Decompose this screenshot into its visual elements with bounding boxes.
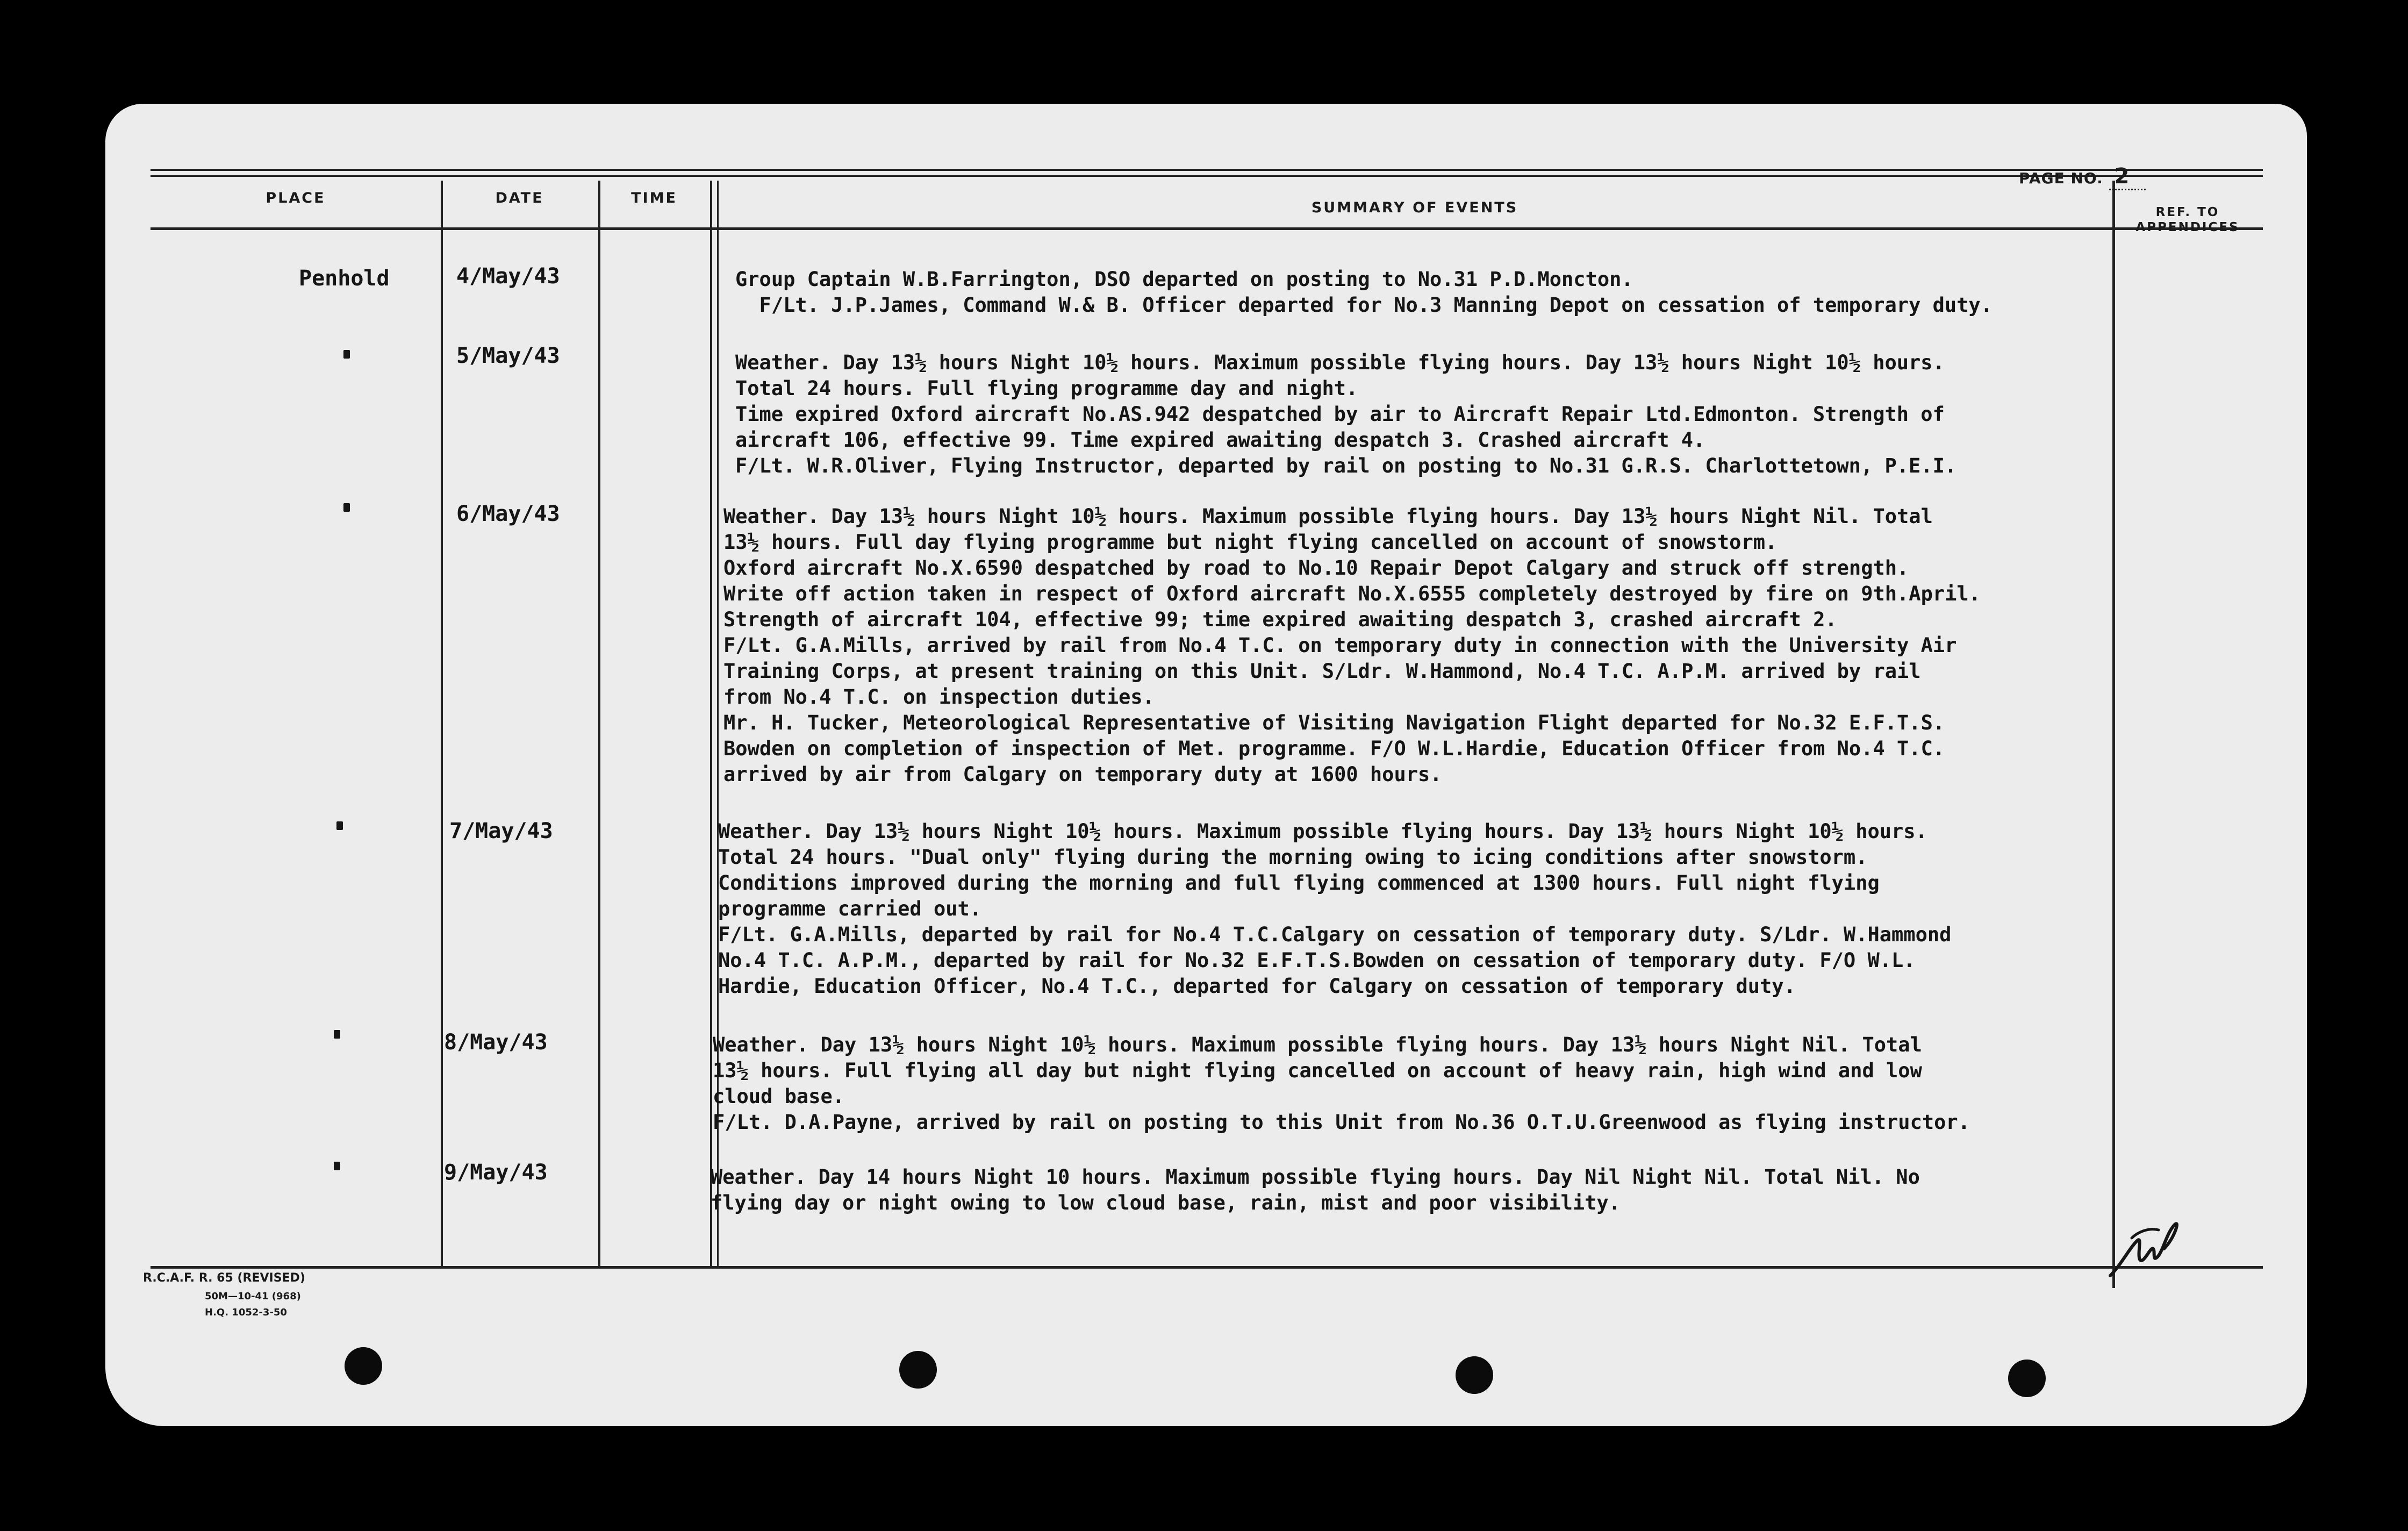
divider-time-summary	[710, 181, 712, 1267]
binder-hole	[899, 1351, 937, 1389]
entry-text: Weather. Day 13½ hours Night 10½ hours. Maximum possible flying hours. Day 13½ hours Night 10½ hours. Total 24 hours. Full flying programme day and night. Time expired Oxford aircraft No.AS.942 despatched by air to Aircraft Repair Ltd.Edmonton. Strength of aircraft 106, effective 99. Time expired awaiting despatch 3. Crashed aircraft 4. F/Lt. W.R.Oliver, Flying Instructor, departed by rail on posting to No.31 G.R.S. Charlottetown, P.E.I.	[735, 351, 1957, 477]
date-cell: 8/May/43	[444, 1030, 548, 1055]
divider-place-date	[441, 181, 443, 1267]
top-double-rule	[150, 169, 2263, 171]
header-place: PLACE	[266, 190, 326, 206]
form-hq-code: H.Q. 1052-3-50	[205, 1307, 287, 1318]
page-label-text: PAGE NO.	[2019, 169, 2103, 187]
footer-rule	[150, 1266, 2263, 1269]
header-ref: REF. TO APPENDICES	[2135, 205, 2240, 234]
date-cell: 6/May/43	[456, 502, 560, 526]
form-print-code: 50M—10-41 (968)	[205, 1291, 301, 1302]
ditto-mark	[343, 350, 350, 359]
binder-hole	[345, 1347, 382, 1385]
entry-text: Weather. Day 13½ hours Night 10½ hours. Maximum possible flying hours. Day 13½ hours Night 10½ hours. Total 24 hours. "Dual only" flying during the morning owing to icing conditions after snowstorm. Conditions improved during the morning and full flying commenced at 1300 hours. Full night flying programme carried out. F/Lt. G.A.Mills, departed by rail for No.4 T.C.Calgary on cessation of temporary duty. S/Ldr. W.Hammond No.4 T.C. A.P.M., departed by rail for No.32 E.F.T.S.Bowden on cessation of temporary duty. F/O W.L. Hardie, Education Officer, No.4 T.C., departed for Calgary on cessation of temporary duty.	[718, 820, 1952, 998]
date-cell: 7/May/43	[449, 819, 553, 843]
ditto-mark	[334, 1162, 340, 1170]
form-number: R.C.A.F. R. 65 (REVISED)	[143, 1271, 305, 1285]
entry-text: Group Captain W.B.Farrington, DSO departed on posting to No.31 P.D.Moncton. F/Lt. J.P.James, Command W.& B. Officer departed for No.3 Manning Depot on cessation of temporary duty.	[735, 268, 1993, 317]
date-cell: 4/May/43	[456, 264, 560, 289]
page-number-value: 2	[2109, 164, 2146, 190]
binder-hole	[2008, 1360, 2046, 1397]
header-summary: SUMMARY OF EVENTS	[1311, 199, 1518, 216]
header-bottom-rule	[150, 227, 2263, 230]
header-date: DATE	[495, 190, 544, 206]
entry-text: Weather. Day 13½ hours Night 10½ hours. Maximum possible flying hours. Day 13½ hours Night Nil. Total 13½ hours. Full flying all day but night flying cancelled on account of heavy rain, high wind and low cloud base. F/Lt. D.A.Payne, arrived by rail on posting to this Unit from No.36 O.T.U.Greenwood as flying instructor.	[713, 1033, 1970, 1134]
divider-summary-ref	[2112, 181, 2115, 1288]
ditto-mark	[336, 821, 343, 830]
divider-date-time	[598, 181, 600, 1267]
date-cell: 9/May/43	[444, 1160, 548, 1185]
place-cell: Penhold	[299, 266, 390, 291]
binder-hole	[1456, 1356, 1493, 1394]
date-cell: 5/May/43	[456, 344, 560, 368]
ditto-mark	[343, 503, 350, 512]
entry-text: Weather. Day 14 hours Night 10 hours. Maximum possible flying hours. Day Nil Night Nil. Total Nil. No flying day or night owing to low cloud base, rain, mist and poor visibility.	[711, 1165, 1920, 1214]
top-double-rule-2	[150, 175, 2263, 177]
diary-page	[105, 104, 2307, 1426]
signature-initials	[2099, 1200, 2185, 1286]
ditto-mark	[334, 1030, 340, 1039]
page-number-label	[2019, 164, 2146, 189]
entry-text: Weather. Day 13½ hours Night 10½ hours. Maximum possible flying hours. Day 13½ hours Night Nil. Total 13½ hours. Full day flying programme but night flying cancelled on account of snowstorm. Oxford aircraft No.X.6590 despatched by road to No.10 Repair Depot Calgary and struck off strength. Write off action taken in respect of Oxford aircraft No.X.6555 completely destroyed by fire on 9th.April. Strength of aircraft 104, effective 99; time expired awaiting despatch 3, crashed aircraft 2. F/Lt. G.A.Mills, arrived by rail from No.4 T.C. on temporary duty in connection with the University Air Training Corps, at present training on this Unit. S/Ldr. W.Hammond, No.4 T.C. A.P.M. arrived by rail from No.4 T.C. on inspection duties. Mr. H. Tucker, Meteorological Representative of Visiting Navigation Flight departed for No.32 E.F.T.S. Bowden on completion of inspection of Met. programme. F/O W.L.Hardie, Education Officer from No.4 T.C. arrived by air from Calgary on temporary duty at 1600 hours.	[723, 505, 1981, 786]
header-time: TIME	[631, 190, 677, 206]
